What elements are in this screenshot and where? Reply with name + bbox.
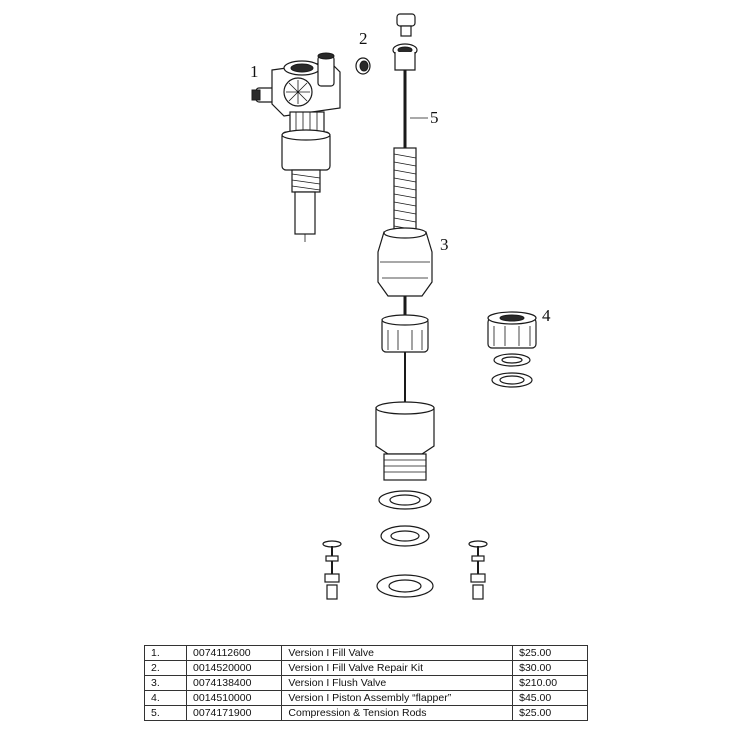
part-number-cell: 5. (145, 706, 187, 721)
price-cell: $25.00 (513, 646, 588, 661)
part-number-cell: 1. (145, 646, 187, 661)
description-cell: Version I Flush Valve (282, 676, 513, 691)
sku-cell: 0014520000 (187, 661, 282, 676)
table-row (145, 661, 588, 676)
part-number-cell: 4. (145, 691, 187, 706)
table-row (145, 646, 588, 661)
repair-kit-cap-drawing (356, 58, 370, 74)
callout-3: 3 (440, 235, 449, 254)
price-cell: $210.00 (513, 676, 588, 691)
callout-1: 1 (250, 62, 259, 81)
table-row (145, 676, 588, 691)
table-row (145, 691, 588, 706)
callout-4: 4 (542, 306, 551, 325)
piston-assembly-drawing (488, 312, 536, 387)
part-number-cell: 3. (145, 676, 187, 691)
flush-valve-drawing (376, 14, 434, 597)
sku-cell: 0074138400 (187, 676, 282, 691)
parts-table (144, 645, 588, 721)
description-cell: Version I Fill Valve (282, 646, 513, 661)
fill-valve-drawing (252, 53, 340, 242)
callout-2: 2 (359, 29, 368, 48)
price-cell: $45.00 (513, 691, 588, 706)
sku-cell: 0074112600 (187, 646, 282, 661)
sku-cell: 0014510000 (187, 691, 282, 706)
price-cell: $30.00 (513, 661, 588, 676)
price-cell: $25.00 (513, 706, 588, 721)
description-cell: Compression & Tension Rods (282, 706, 513, 721)
description-cell: Version I Fill Valve Repair Kit (282, 661, 513, 676)
sku-cell: 0074171900 (187, 706, 282, 721)
description-cell: Version I Piston Assembly “flapper” (282, 691, 513, 706)
table-row (145, 706, 588, 721)
part-number-cell: 2. (145, 661, 187, 676)
callout-5: 5 (430, 108, 439, 127)
